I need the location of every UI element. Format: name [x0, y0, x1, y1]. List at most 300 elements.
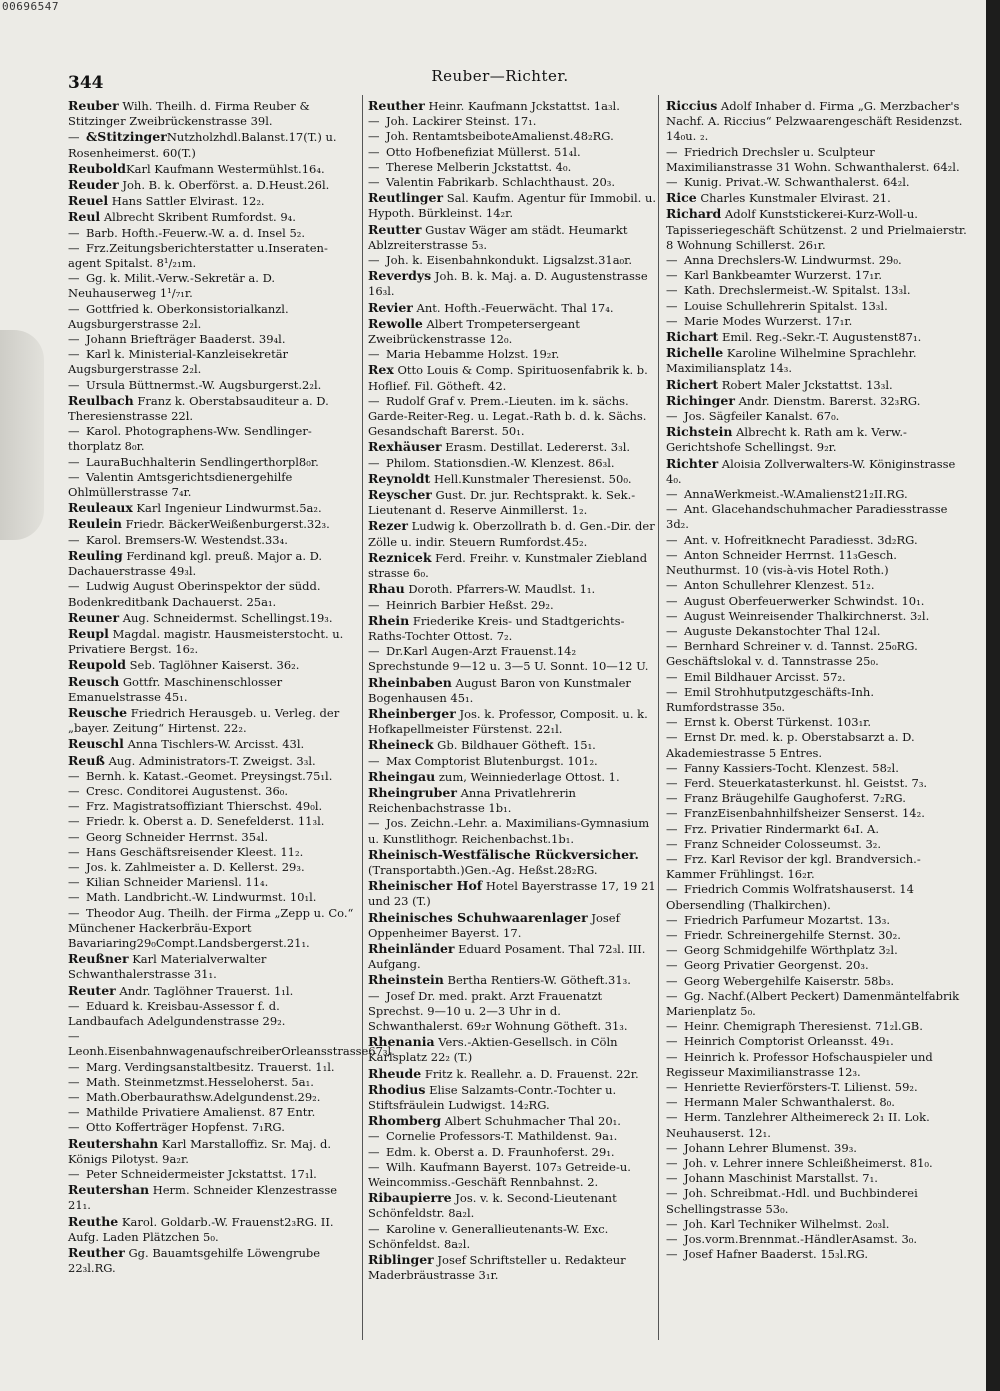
entry-surname: Reznicek [368, 549, 432, 565]
directory-entry [368, 1113, 658, 1129]
entry-surname: Rheinisches Schuhwaarenlager [368, 909, 588, 925]
directory-entry [68, 784, 358, 799]
entry-text: Rudolf Graf v. Prem.-Lieuten. im k. sächs. Garde-Reiter-Reg. u. Legat.-Rath b. d. k. Sächs. Gesandschaft Barerst. 50₁. [368, 393, 647, 439]
entry-text: Karol. Photographens-Ww. Sendlinger-thorplatz 8₀r. [68, 424, 312, 454]
directory-entry [368, 222, 658, 253]
entry-surname: Rexhäuser [368, 439, 442, 455]
entry-text: Gg. Bauamtsgehilfe Löwengrube 22₃l.RG. [68, 1246, 321, 1276]
directory-entry [68, 98, 358, 129]
entry-text: Gg. Nachf.(Albert Peckert) Damenmäntelfabrik Marienplatz 5₀. [666, 988, 960, 1018]
entry-surname: Rhein [368, 612, 410, 628]
ditto-dash: — [68, 905, 80, 920]
entry-surname: Reuber [68, 98, 119, 113]
entry-surname: Richstein [666, 424, 733, 440]
entry-text: August Weinreisender Thalkirchnerst. 3₂l. [684, 608, 930, 623]
ditto-dash: — [666, 1095, 678, 1110]
entry-surname: &Stitzinger [86, 129, 167, 145]
directory-entry [666, 791, 968, 806]
ditto-dash: — [666, 502, 678, 517]
directory-entry [368, 145, 658, 160]
entry-surname: Reuling [68, 547, 123, 563]
entry-text: Anna Privatlehrerin Reichenbachstrasse 1b₁. [368, 785, 576, 816]
ditto-dash: — [666, 1216, 678, 1231]
ditto-dash: — [666, 1140, 678, 1155]
directory-entry [368, 1034, 658, 1065]
entry-text: Peter Schneidermeister Jckstattst. 17₁l. [86, 1167, 317, 1182]
entry-surname: Rheinbaben [368, 674, 452, 690]
ditto-dash: — [68, 1029, 80, 1044]
directory-entry [68, 860, 358, 875]
directory-entry [666, 761, 968, 776]
directory-entry [68, 845, 358, 860]
ditto-dash: — [368, 816, 380, 831]
ditto-dash: — [666, 1247, 678, 1262]
directory-entry [68, 951, 358, 982]
entry-surname: Richert [666, 376, 719, 392]
entry-text: Nutzholzhdl.Balanst.17(T.) u. Rosenheimerst. 60(T.) [68, 130, 337, 160]
ditto-dash: — [68, 347, 80, 362]
entry-text: Jos. v. k. Second-Lieutenant Schönfeldstr. 8a₂l. [368, 1191, 617, 1221]
entry-text: Barb. Hofth.-Feuerw.-W. a. d. Insel 5₂. [86, 225, 306, 240]
entry-text: Karoline Wilhelmine Sprachlehr. Maximiliansplatz 14₃. [666, 346, 917, 376]
entry-text: Adolf Kunststickerei-Kurz-Woll-u. Tapisseriegeschäft Schützenst. 2 und Prielmaierstr. 8 Wohnung Schillerst. 26₁r. [666, 207, 967, 252]
directory-entry [68, 1245, 358, 1276]
directory-entry [68, 1060, 358, 1075]
ditto-dash: — [666, 821, 678, 836]
directory-entry [368, 675, 658, 706]
directory-entry [68, 393, 358, 424]
ditto-dash: — [666, 253, 678, 268]
entry-text: Jos. Sägfeiler Kanalst. 67₀. [684, 409, 840, 424]
entry-surname: Rheinstein [368, 972, 444, 988]
entry-surname: Reuthe [68, 1213, 119, 1229]
page-edge [986, 0, 1000, 1391]
entry-text: Andr. Taglöhner Trauerst. 1₁l. [115, 983, 294, 998]
entry-text: Ant. Glacehandschuhmacher Paradiesstrasse 3d₂. [666, 502, 948, 532]
ditto-dash: — [68, 1074, 80, 1089]
directory-entry [368, 487, 658, 518]
entry-surname: Reuß [68, 752, 105, 768]
entry-text: Hans Geschäftsreisender Kleest. 11₂. [86, 844, 304, 859]
entry-text: Kunig. Privat.-W. Schwanthalerst. 64₂l. [684, 175, 910, 190]
directory-entry [368, 1190, 658, 1221]
entry-text: Jos. k. Professor, Composit. u. k. Hofkapellmeister Fürstenst. 22₁l. [368, 706, 648, 737]
entry-surname: Reuner [68, 609, 120, 625]
entry-surname: Reutershahn [68, 1135, 159, 1151]
ditto-dash: — [68, 532, 80, 547]
ditto-dash: — [68, 301, 80, 316]
ditto-dash: — [368, 1129, 380, 1144]
directory-entry [666, 409, 968, 424]
ditto-dash: — [68, 1167, 80, 1182]
entry-surname: Reutershan [68, 1182, 150, 1198]
directory-entry [68, 657, 358, 673]
ditto-dash: — [666, 313, 678, 328]
entry-surname: Richinger [666, 392, 735, 408]
directory-entry [666, 299, 968, 314]
entry-text: Karoline v. Generallieutenants-W. Exc. Schönfeldst. 8a₂l. [368, 1221, 609, 1251]
ditto-dash: — [68, 814, 80, 829]
directory-entry [68, 1167, 358, 1182]
ditto-dash: — [368, 393, 380, 408]
ditto-dash: — [666, 927, 678, 942]
entry-text: Max Comptorist Blutenburgst. 101₂. [386, 753, 598, 768]
entry-surname: Reuter [68, 982, 116, 998]
entry-surname: Reubold [68, 160, 126, 176]
entry-text: Math. Steinmetzmst.Hesseloherst. 5a₁. [86, 1074, 314, 1089]
entry-surname: Richelle [666, 345, 724, 361]
entry-text: Gg. k. Milit.-Verw.-Sekretär a. D. Neuhauserweg 1¹/₇₁r. [68, 271, 276, 301]
directory-entry [666, 578, 968, 593]
entry-surname: Rheinisch-Westfälische Rückversicher. [368, 846, 639, 862]
entry-text: Otto Kofferträger Hopfenst. 7₁RG. [86, 1120, 285, 1135]
directory-entry [666, 1247, 968, 1262]
entry-surname: Reuther [368, 98, 425, 113]
entry-text: Anna Tischlers-W. Arcisst. 43l. [123, 737, 305, 752]
entry-surname: Reutter [368, 221, 422, 237]
directory-entry [666, 822, 968, 837]
entry-text: Gottfried k. Oberkonsistorialkanzl. Augsburgerstrasse 2₂l. [68, 301, 289, 331]
entry-text: Louise Schullehrerin Spitalst. 13₃l. [684, 298, 888, 313]
entry-text: Josef Oppenheimer Bayerst. 17. [368, 910, 620, 940]
directory-entry [368, 769, 658, 785]
directory-entry [68, 129, 358, 160]
column-rule [658, 95, 659, 1340]
ditto-dash: — [68, 998, 80, 1013]
ditto-dash: — [68, 1105, 80, 1120]
entry-text: Karol. Bremsers-W. Westendst.33₄. [86, 532, 288, 547]
entry-text: Gottfr. Maschinenschlosser Emanuelstrasse 45₁. [68, 674, 283, 704]
ditto-dash: — [368, 644, 380, 659]
directory-entry [666, 175, 968, 190]
directory-entry [68, 424, 358, 454]
entry-surname: Reverdys [368, 268, 432, 284]
directory-entry [666, 1095, 968, 1110]
directory-entry [68, 736, 358, 752]
entry-surname: Reusche [68, 704, 128, 720]
directory-entry [368, 316, 658, 347]
ditto-dash: — [368, 347, 380, 362]
entry-text: Joh. Karl Techniker Wilhelmst. 2₀₃l. [684, 1216, 890, 1231]
directory-entry [666, 533, 968, 548]
directory-entry [68, 1075, 358, 1090]
entry-text: Friedr. BäckerWeißenburgerst.32₃. [121, 517, 330, 532]
entry-text: Mathilde Privatiere Amalienst. 87 Entr. [86, 1105, 316, 1120]
ditto-dash: — [666, 912, 678, 927]
directory-entry [666, 624, 968, 639]
entry-text: Friedr. k. Oberst a. D. Senefelderst. 11₃l. [86, 814, 325, 829]
running-head: Reuber—Richter. [431, 67, 569, 85]
entry-text: Georg Privatier Georgenst. 20₃. [684, 958, 869, 973]
directory-entry [666, 253, 968, 268]
entry-text: AnnaWerkmeist.-W.Amalienst21₂II.RG. [684, 487, 908, 502]
ditto-dash: — [68, 844, 80, 859]
entry-text: Otto Hofbenefiziat Müllerst. 51₄l. [386, 144, 581, 159]
ditto-dash: — [666, 1080, 678, 1094]
entry-surname: Revier [368, 299, 413, 315]
directory-entry [368, 550, 658, 581]
ditto-dash: — [666, 851, 678, 866]
directory-entry [666, 283, 968, 298]
ditto-dash: — [666, 409, 678, 424]
directory-entry [666, 1110, 968, 1140]
entry-text: Bernh. k. Katast.-Geomet. Preysingst.75₁l. [86, 768, 333, 783]
entry-text: Ernst Dr. med. k. p. Oberstabsarzt a. D. Akademiestrasse 5 Entres. [666, 730, 915, 760]
entry-text: (Transportabth.)Gen.-Ag. Heßst.28₂RG. [368, 862, 598, 877]
ditto-dash: — [666, 608, 678, 623]
directory-entry [68, 610, 358, 626]
entry-text: Bertha Rentiers-W. Götheft.31₃. [443, 973, 631, 988]
entry-text: Leonh.EisenbahnwagenaufschreiberOrleansstrasse67₃l. [68, 1044, 395, 1059]
ditto-dash: — [368, 1159, 380, 1174]
entry-text: Hell.Kunstmaler Theresienst. 50₀. [430, 471, 632, 486]
entry-text: Albrecht Skribent Rumfordst. 9₄. [100, 210, 296, 225]
entry-text: Ferd. Freihr. v. Kunstmaler Ziebland strasse 6₀. [368, 550, 648, 581]
entry-surname: Rewolle [368, 315, 423, 331]
directory-entry [368, 1252, 658, 1283]
entry-text: Friedr. Schreinergehilfe Sternst. 30₂. [684, 927, 901, 942]
directory-entry [368, 518, 658, 549]
ditto-dash: — [666, 715, 678, 730]
ditto-dash: — [666, 836, 678, 851]
directory-entry [68, 769, 358, 784]
entry-surname: Reußner [68, 951, 129, 967]
entry-text: Ferdinand kgl. preuß. Major a. D. Dachauerstrasse 49₃l. [68, 548, 323, 579]
ditto-dash: — [68, 1090, 80, 1104]
entry-text: Otto Louis & Comp. Spirituosenfabrik k. b. Hoflief. Fil. Götheft. 42. [368, 363, 648, 393]
entry-text: Andr. Dienstm. Barerst. 32₃RG. [734, 393, 921, 408]
directory-entry [368, 785, 658, 816]
entry-text: Albrecht k. Rath am k. Verw.-Gerichtshofe Schellingst. 9₂r. [666, 425, 907, 455]
ditto-dash: — [68, 859, 80, 874]
ditto-dash: — [368, 114, 380, 129]
directory-entry [368, 300, 658, 316]
column-rule [362, 95, 363, 1340]
ditto-dash: — [666, 578, 678, 593]
entry-text: FranzEisenbahnhilfsheizer Senserst. 14₂. [684, 806, 925, 821]
ditto-dash: — [68, 332, 80, 347]
entry-text: Albert Schuhmacher Thal 20₁. [441, 1114, 621, 1129]
entry-surname: Reuder [68, 177, 119, 193]
directory-entry [666, 329, 968, 345]
directory-entry [68, 1120, 358, 1135]
ditto-dash: — [368, 129, 380, 144]
entry-surname: Rheingruber [368, 784, 457, 800]
directory-entry [666, 393, 968, 409]
ditto-dash: — [68, 890, 80, 905]
directory-entry [666, 685, 968, 715]
ditto-dash: — [68, 579, 80, 594]
ditto-dash: — [368, 159, 380, 174]
directory-entry [68, 1029, 395, 1059]
entry-text: Ludwig k. Oberzollrath b. d. Gen.-Dir. der Zölle u. indir. Steuern Rumfordst.45₂. [368, 519, 655, 549]
ditto-dash: — [666, 1156, 678, 1171]
directory-entry [666, 1141, 968, 1156]
entry-text: Herm. Tanzlehrer Altheimereck 2₁ II. Lok. Neuhauserst. 12₁. [666, 1110, 930, 1140]
entry-text: Eduard Posament. Thal 72₃l. III. Aufgang. [368, 941, 646, 972]
directory-entry [68, 1105, 358, 1120]
directory-entry [666, 943, 968, 958]
ditto-dash: — [368, 253, 380, 268]
ditto-dash: — [666, 547, 678, 562]
directory-entry [666, 928, 968, 943]
directory-entry [368, 581, 658, 597]
ditto-dash: — [666, 268, 678, 283]
ditto-dash: — [666, 1110, 678, 1125]
entry-text: Valentin Fabrikarb. Schlachthaust. 20₃. [386, 175, 616, 190]
entry-text: Friederike Kreis- und Stadtgerichts-Raths-Tochter Ottost. 7₂. [368, 613, 625, 643]
entry-text: Heinr. Kaufmann Jckstattst. 1a₃l. [424, 99, 620, 113]
directory-entry [666, 594, 968, 609]
entry-text: Karl Materialverwalter Schwanthalerstrasse 31₁. [68, 952, 267, 982]
entry-text: Gust. Dr. jur. Rechtsprakt. k. Sek.-Lieutenant d. Reserve Ainmillerst. 1₂. [368, 488, 636, 518]
directory-entry [68, 209, 358, 225]
directory-entry [68, 455, 358, 470]
entry-text: Gustav Wäger am städt. Heumarkt Ablzreiterstrasse 5₃. [368, 222, 628, 252]
entry-surname: Reyscher [368, 487, 432, 503]
entry-text: Jos. Zeichn.-Lehr. a. Maximilians-Gymnasium u. Kunstlithogr. Reichenbachst.1b₁. [368, 816, 650, 846]
entry-text: Karl Kaufmann Westermühlst.16₄. [126, 161, 325, 176]
directory-entry [68, 347, 358, 377]
directory-entry [68, 1136, 358, 1167]
entry-text: Franz Bräugehilfe Gaughoferst. 7₂RG. [684, 791, 906, 806]
entry-text: Ernst k. Oberst Türkenst. 103₁r. [684, 715, 872, 730]
directory-entry [666, 1232, 968, 1247]
ditto-dash: — [666, 973, 678, 988]
directory-entry [666, 670, 968, 685]
ditto-dash: — [68, 829, 80, 844]
directory-entry [368, 737, 658, 753]
entry-text: Kath. Drechslermeist.-W. Spitalst. 13₃l. [684, 283, 911, 298]
ditto-dash: — [666, 144, 678, 159]
entry-surname: Rheinländer [368, 940, 455, 956]
entry-surname: Reutlinger [368, 190, 444, 206]
directory-entry [68, 705, 358, 736]
directory-entry [68, 983, 358, 999]
entry-text: Robert Maler Jckstattst. 13₃l. [718, 377, 893, 392]
ditto-dash: — [368, 1144, 380, 1159]
entry-text: Josef Schriftsteller u. Redakteur Maderbräustrasse 3₁r. [368, 1253, 626, 1283]
ditto-dash: — [666, 775, 678, 790]
ditto-dash: — [68, 225, 80, 240]
directory-entry [666, 145, 968, 175]
entry-surname: Reuschl [68, 736, 124, 752]
ditto-dash: — [666, 1232, 678, 1247]
ditto-dash: — [68, 271, 80, 286]
directory-entry [666, 206, 968, 253]
directory-entry [666, 1080, 968, 1095]
entry-text: Ant. v. Hofreitknecht Paradiesst. 3d₂RG. [684, 532, 918, 547]
ditto-dash: — [666, 175, 678, 190]
ditto-dash: — [666, 1186, 678, 1201]
ditto-dash: — [68, 783, 80, 798]
entry-text: Sal. Kaufm. Agentur für Immobil. u. Hypoth. Bürkleinst. 14₂r. [368, 191, 657, 221]
ditto-dash: — [666, 1049, 678, 1064]
directory-entry [68, 470, 358, 500]
directory-entry [368, 394, 658, 440]
directory-entry [68, 579, 358, 609]
column-2 [368, 98, 658, 1283]
directory-entry [368, 613, 658, 644]
entry-text: Frz. Privatier Rindermarkt 6₄I. A. [684, 821, 880, 836]
directory-entry [666, 377, 968, 393]
directory-entry [368, 1222, 658, 1252]
page-number: 344 [68, 73, 104, 93]
directory-entry [666, 268, 968, 283]
entry-text: Kilian Schneider Mariensl. 11₄. [86, 875, 269, 890]
directory-entry [68, 533, 358, 548]
directory-entry [368, 98, 658, 114]
entry-text: Hans Sattler Elvirast. 12₂. [108, 194, 265, 209]
ditto-dash: — [68, 130, 80, 145]
entry-text: Math.Oberbaurathsw.Adelgundenst.29₂. [86, 1090, 321, 1104]
entry-text: Friedrich Herausgeb. u. Verleg. der „bayer. Zeitung“ Hirtenst. 22₂. [68, 705, 340, 736]
directory-entry [666, 730, 968, 760]
directory-entry [666, 487, 968, 502]
directory-entry [368, 878, 658, 909]
entry-text: Albert Trompetersergeant Zweibrückenstrasse 12₀. [368, 316, 580, 347]
entry-text: Ludwig August Oberinspektor der südd. Bodenkreditbank Dachauerst. 25a₁. [68, 579, 321, 609]
entry-surname: Rhomberg [368, 1113, 442, 1129]
ditto-dash: — [368, 175, 380, 190]
directory-entry [68, 999, 358, 1029]
directory-entry [368, 129, 658, 144]
directory-entry [666, 98, 968, 145]
directory-entry [68, 906, 358, 952]
entry-surname: Rheinischer Hof [368, 878, 483, 894]
entry-text: Bernhard Schreiner v. d. Tannst. 25₀RG. Geschäftslokal v. d. Tannstrasse 25₀. [666, 639, 918, 669]
directory-entry [666, 852, 968, 882]
ditto-dash: — [666, 623, 678, 638]
entry-text: August Oberfeuerwerker Schwindst. 10₁. [684, 593, 925, 608]
ditto-dash: — [666, 791, 678, 806]
directory-entry [68, 332, 358, 347]
entry-text: Jos.vorm.Brennmat.-HändlerAsamst. 3₀. [684, 1232, 918, 1247]
ditto-dash: — [68, 768, 80, 783]
entry-surname: Riblinger [368, 1252, 434, 1268]
entry-text: Josef Hafner Baaderst. 15₃l.RG. [684, 1247, 868, 1262]
entry-text: Georg Schneider Herrnst. 35₄l. [86, 829, 269, 844]
directory-entry [68, 548, 358, 579]
entry-text: Philom. Stationsdien.-W. Klenzest. 86₃l. [386, 455, 615, 470]
directory-entry [368, 754, 658, 769]
ditto-dash: — [68, 424, 80, 439]
entry-text: Emil Bildhauer Arcisst. 57₂. [684, 669, 846, 684]
entry-surname: Rheineck [368, 737, 434, 753]
ditto-dash: — [666, 730, 678, 745]
ditto-dash: — [68, 1120, 80, 1135]
entry-text: Heinrich k. Professor Hofschauspieler und Regisseur Maximilianstrasse 12₃. [666, 1049, 933, 1079]
directory-entry [368, 471, 658, 487]
ditto-dash: — [68, 799, 80, 814]
directory-entry [368, 1129, 658, 1144]
entry-text: Adolf Inhaber d. Firma „G. Merzbacher's Nachf. A. Riccius“ Pelzwaarengeschäft Residenzst. 14₀u. ₂. [666, 99, 963, 144]
directory-entry [68, 830, 358, 845]
directory-entry [368, 253, 658, 268]
directory-entry [68, 875, 358, 890]
entry-surname: Reuther [68, 1245, 125, 1261]
directory-entry [68, 814, 358, 829]
entry-text: August Baron von Kunstmaler Bogenhausen 45₁. [368, 675, 631, 705]
entry-text: Heinr. Chemigraph Theresienst. 71₂l.GB. [684, 1019, 923, 1034]
entry-text: Joh. B. k. Maj. a. D. Augustenstrasse 16₃l. [368, 269, 648, 299]
entry-text: Jos. k. Zahlmeister a. D. Kellerst. 29₃. [86, 859, 305, 874]
entry-text: Vers.-Aktien-Gesellsch. in Cöln Karlsplatz 22₂ (T.) [368, 1035, 618, 1065]
ditto-dash: — [368, 455, 380, 470]
entry-text: Joh. Schreibmat.-Hdl. und Buchbinderei Schellingstrasse 53₀. [666, 1186, 918, 1216]
entry-surname: Rhau [368, 581, 405, 597]
entry-text: Karol. Goldarb.-W. Frauenst2₃RG. II. Aufg. Laden Plätzchen 5₀. [68, 1214, 334, 1244]
